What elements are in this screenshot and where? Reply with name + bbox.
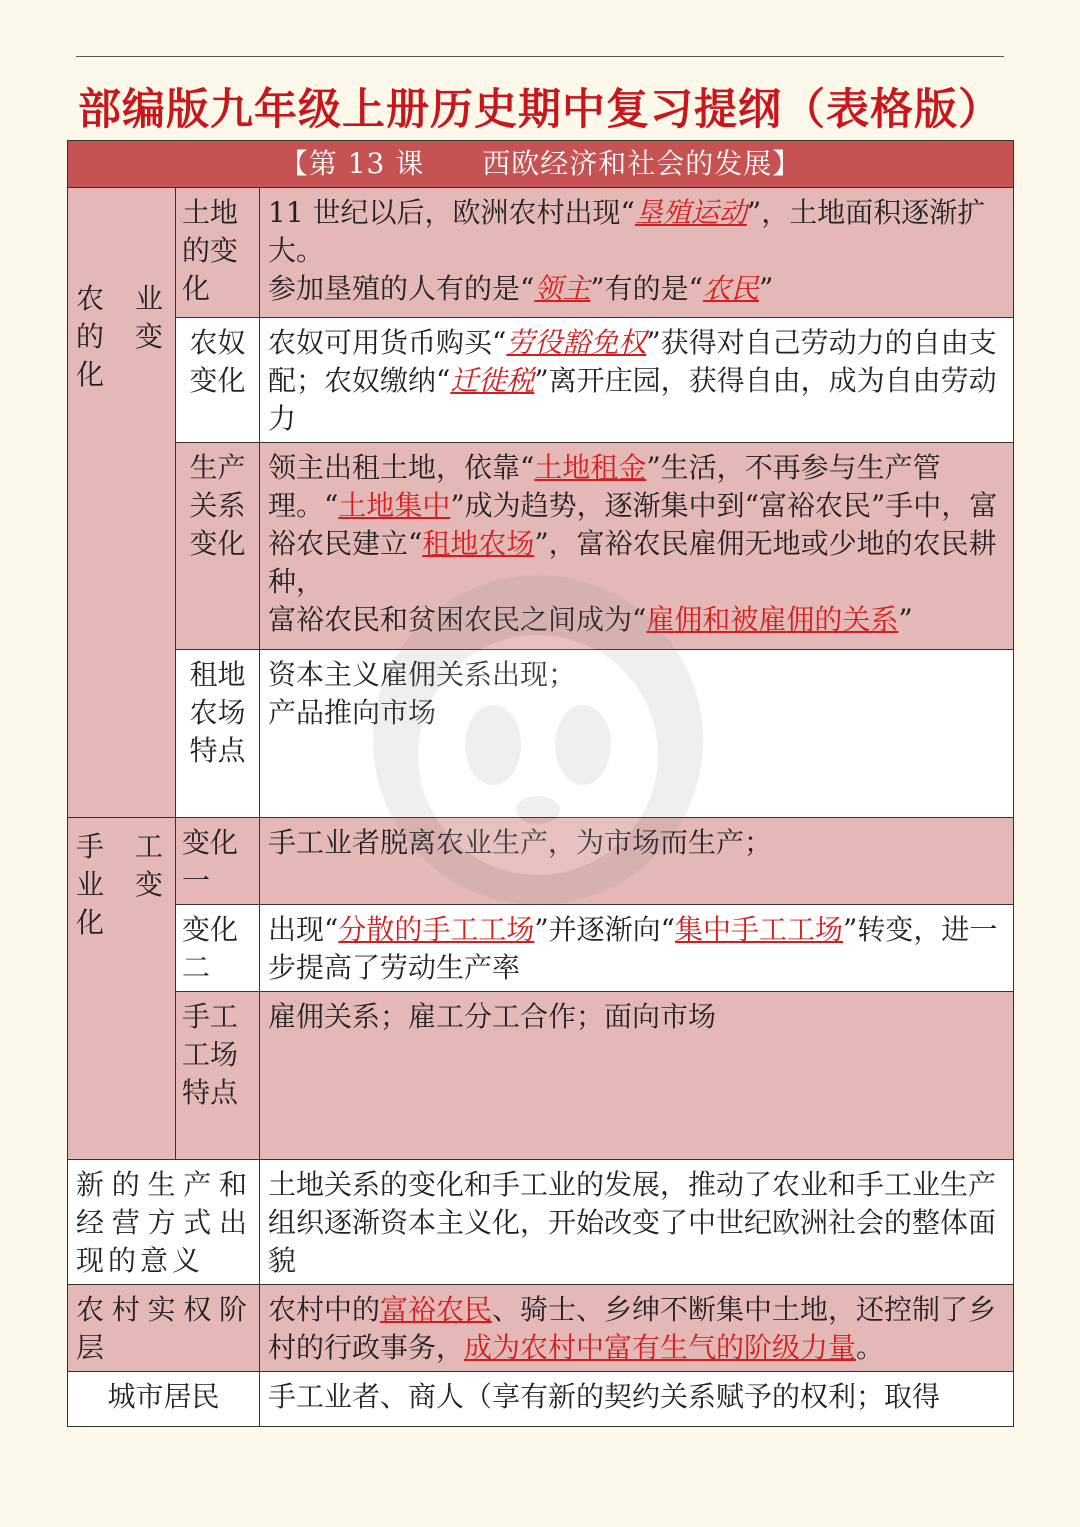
category-agriculture: 农 业 的 变 化 [68,188,176,818]
outline-table [67,140,1014,1427]
row-content-farm: 资本主义雇佣关系出现； 产品推向市场 [260,650,1014,818]
keyword: 土地集中 [338,489,451,522]
keyword: 租地农场 [422,527,535,560]
row-label-change2: 变化二 [176,905,260,992]
table-row [68,905,1014,992]
row-label-land: 土地的变化 [176,188,260,318]
table-row [68,318,1014,443]
row-content-rural: 农村中的富裕农民、骑士、乡绅不断集中土地，还控制了乡村的行政事务，成为农村中富有生气的阶级力量。 [260,1285,1014,1372]
row-content-land: 11 世纪以后，欧洲农村出现“垦殖运动”，土地面积逐渐扩大。 参加垦殖的人有的是“领主”有的是“农民” [260,188,1014,318]
table-row [68,992,1014,1160]
row-content-city: 手工业者、商人（享有新的契约关系赋予的权利；取得 [260,1372,1014,1427]
row-content-workshop: 雇佣关系；雇工分工合作；面向市场 [260,992,1014,1160]
lesson-header-row [68,141,1014,188]
keyword: 分散的手工工场 [338,913,535,946]
keyword: 富裕农民 [380,1293,493,1326]
table-row [68,650,1014,818]
row-content-change2: 出现“分散的手工工场”并逐渐向“集中手工工场”转变，进一步提高了劳动生产率 [260,905,1014,992]
row-label-meaning: 新的生产和经营方式出现的意义 [68,1160,260,1285]
row-label-farm: 租地农场特点 [176,650,260,818]
keyword: 领主 [534,272,591,305]
top-rule [76,56,1004,57]
row-label-city: 城市居民 [68,1372,260,1427]
table-row [68,818,1014,905]
row-label-relation: 生产关系变化 [176,443,260,650]
row-content-change1: 手工业者脱离农业生产，为市场而生产； [260,818,1014,905]
row-content-meaning: 土地关系的变化和手工业的发展，推动了农业和手工业生产组织逐渐资本主义化，开始改变了中世纪欧洲社会的整体面貌 [260,1160,1014,1285]
table-row [68,1285,1014,1372]
keyword: 垦殖运动 [634,196,747,229]
keyword: 成为农村中富有生气的阶级力量 [464,1331,857,1364]
keyword: 劳役豁免权 [506,326,647,359]
row-content-serf: 农奴可用货币购买“劳役豁免权”获得对自己劳动力的自由支配；农奴缴纳“迁徙税”离开庄园，获得自由，成为自由劳动力 [260,318,1014,443]
page-title: 部编版九年级上册历史期中复习提纲（表格版） [78,85,1002,135]
keyword: 土地租金 [534,451,647,484]
table-row [68,188,1014,318]
lesson-header: 【第 13 课 西欧经济和社会的发展】 [68,141,1014,188]
keyword: 集中手工工场 [674,913,843,946]
row-content-relation: 领主出租土地，依靠“土地租金”生活，不再参与生产管理。“土地集中”成为趋势，逐渐集中到“富裕农民”手中，富裕农民建立“租地农场”，富裕农民雇佣无地或少地的农民耕种， 富裕农民和贫困农民之间成为“雇佣和被雇佣的关系” [260,443,1014,650]
keyword: 迁徙税 [450,364,535,397]
keyword: 雇佣和被雇佣的关系 [646,603,899,636]
keyword: 农民 [702,272,759,305]
table-row [68,443,1014,650]
row-label-rural: 农村实权阶层 [68,1285,260,1372]
row-label-serf: 农奴变化 [176,318,260,443]
row-label-change1: 变化一 [176,818,260,905]
table-row [68,1372,1014,1427]
category-handicraft: 手 工 业 变 化 [68,818,176,1160]
table-row [68,1160,1014,1285]
row-label-workshop: 手工工场特点 [176,992,260,1160]
